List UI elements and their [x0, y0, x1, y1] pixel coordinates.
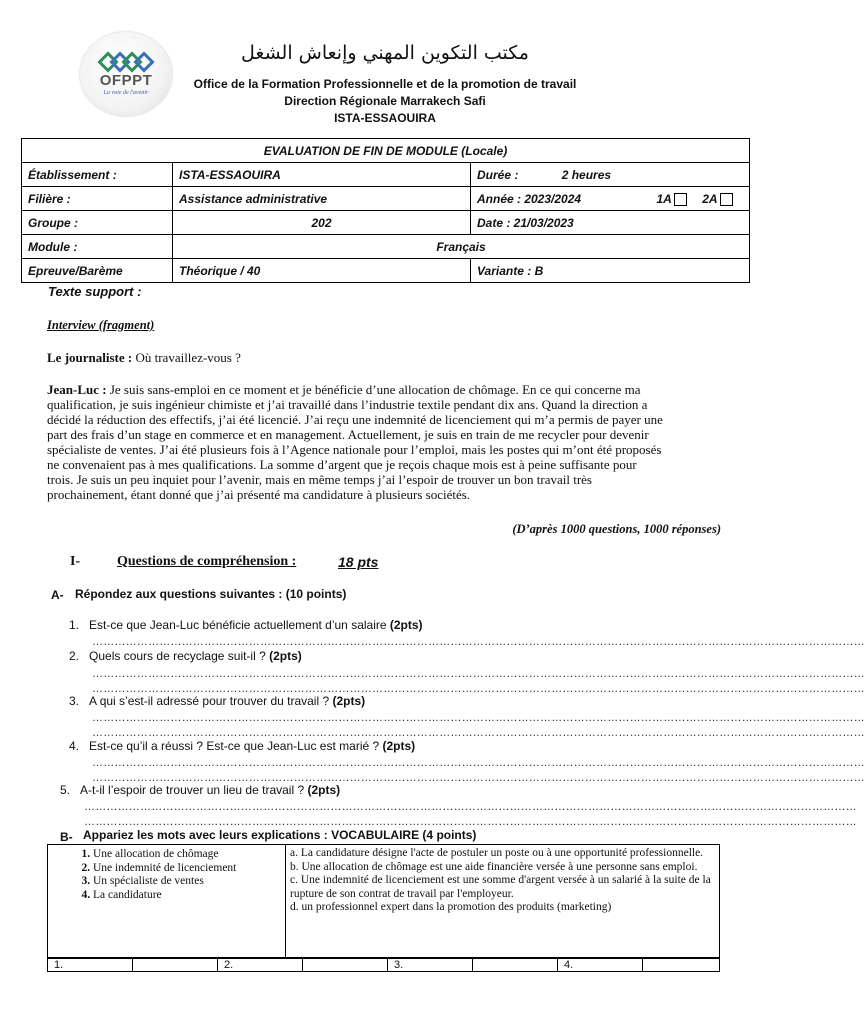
logo-text: OFPPT — [99, 72, 153, 89]
part-a-letter: A- — [51, 588, 64, 602]
vocab-definition: b. Une allocation de chômage est une aide financière versée à une personne sans emploi. — [290, 860, 698, 873]
option-2a-checkbox[interactable] — [720, 193, 733, 206]
vocab-terms-cell — [48, 845, 286, 958]
question-text: A qui s’est-il adressé pour trouver du travail ? — [89, 694, 333, 708]
jeanluc-line: Je suis sans-emploi en ce moment et je bénéficie d’une allocation de chômage. En ce qui concerne ma — [109, 382, 641, 397]
section-number: I- — [70, 554, 81, 569]
jeanluc-line: part des frais d’un stage en commerce et en management. Actuellement, je suis en train de me recycler pour devenir — [47, 427, 649, 442]
option-1a-label: 1A — [656, 191, 672, 206]
logo-tagline: La voie de l'avenir — [103, 90, 149, 96]
question-number: 3. — [69, 694, 80, 708]
question-points: (2pts) — [307, 783, 341, 797]
module-label: Module : — [22, 235, 173, 259]
jeanluc-line: ne convenaient pas à mes qualifications. La somme d’argent que je reçois chaque mois est à peine suffisante pour — [47, 457, 637, 472]
question-points: (2pts) — [269, 649, 302, 663]
question-text: Est-ce qu’il a réussi ? Est-ce que Jean-Luc est marié ? — [89, 739, 383, 753]
part-a-title: Répondez aux questions suivantes : (10 points) — [75, 587, 347, 601]
part-b-title: Appariez les mots avec leurs explications : VOCABULAIRE (4 points) — [83, 828, 477, 842]
vocab-term-list — [49, 848, 284, 902]
section-points: 18 pts — [338, 554, 379, 570]
answer-line[interactable]: ……………………………………………………………………………………………………………………………………………………………………………………… — [92, 727, 865, 739]
answer-cell[interactable] — [643, 959, 720, 972]
vocab-definition: d. un professionnel expert dans la promotion des produits (marketing) — [290, 901, 612, 913]
question-text: Est-ce que Jean-Luc bénéficie actuellement d’un salaire — [89, 618, 390, 632]
vocab-definition: a. La candidature désigne l'acte de postuler un poste ou à une opportunité professionnelle. — [290, 847, 704, 859]
question-points: (2pts) — [332, 694, 366, 708]
arabic-title: مكتب التكوين المهني وإنعاش الشغل — [241, 42, 529, 64]
epreuve-label: Epreuve/Barème — [22, 259, 173, 283]
annee-cell — [471, 187, 750, 211]
vocabulary-table — [47, 844, 720, 958]
answer-line[interactable]: ……………………………………………………………………………………………………………………………………………………………………………………… — [92, 636, 865, 648]
answer-line[interactable]: ……………………………………………………………………………………………………………………………………………………………………………………… — [92, 772, 865, 784]
vocab-term: 2. Une indemnité de licenciement — [93, 862, 284, 876]
exam-info-table — [21, 138, 750, 283]
vocab-definition: c. Une indemnité de licenciement est une somme d'argent versée à un salarié à la suite de la rupture de son contrat de travail par l'employeur. — [290, 874, 711, 900]
filiere-value: Assistance administrative — [173, 187, 471, 211]
jeanluc-label: Jean-Luc : — [47, 382, 107, 397]
journaliste-question: Où travaillez-vous ? — [135, 350, 241, 365]
vocab-definitions-cell — [286, 845, 720, 958]
duree-label: Durée : — [477, 167, 519, 182]
exam-title: EVALUATION DE FIN DE MODULE (Locale) — [22, 139, 750, 163]
matching-answer-table — [47, 958, 720, 972]
answer-line[interactable]: ……………………………………………………………………………………………………………………………………………………………………………………… — [92, 712, 865, 724]
vocab-term: 4. La candidature — [93, 889, 284, 903]
module-value: Français — [173, 235, 750, 259]
journaliste-label: Le journaliste : — [47, 350, 133, 365]
vocab-term: 1. Une allocation de chômage — [93, 848, 284, 862]
answer-cell[interactable] — [133, 959, 218, 972]
logo-rings-icon — [100, 50, 152, 72]
header-line-3: ISTA-ESSAOUIRA — [334, 111, 436, 125]
question-number: 2. — [69, 649, 80, 663]
interview-title: Interview (fragment) — [47, 318, 155, 332]
answer-line[interactable]: ……………………………………………………………………………………………………………………………………………………………………………………… — [84, 816, 857, 828]
header-line-2: Direction Régionale Marrakech Safi — [284, 94, 486, 108]
option-1a-checkbox[interactable] — [674, 193, 687, 206]
epreuve-value: Théorique / 40 — [173, 259, 471, 283]
journaliste-line — [47, 350, 241, 365]
jeanluc-line: prochainement, étant donné que j’ai présenté ma candidature à plusieurs sociétés. — [47, 487, 471, 502]
header-line-1: Office de la Formation Professionnelle et de la promotion de travail — [193, 77, 577, 91]
question-number: 1. — [69, 618, 80, 632]
question-text: Quels cours de recyclage suit-il ? — [89, 649, 270, 663]
texte-support-heading: Texte support : — [48, 284, 142, 299]
question-5 — [60, 783, 340, 797]
answer-cell[interactable] — [303, 959, 388, 972]
vocab-term: 3. Un spécialiste de ventes — [93, 875, 284, 889]
jeanluc-line: décidé la réduction des effectifs, j’ai été licencié. J’ai reçu une indemnité de licenciement qui m’a permis de payer une — [47, 412, 663, 427]
part-b-letter: B- — [60, 830, 73, 844]
question-text: A-t-il l’espoir de trouver un lieu de travail ? — [80, 783, 308, 797]
date-value: Date : 21/03/2023 — [471, 211, 750, 235]
etablissement-label: Établissement : — [22, 163, 173, 187]
jeanluc-line: spécialiste de ventes. J’ai été plusieurs fois à l’Agence nationale pour l’emploi, mais les postes qui m’ont été proposés — [47, 442, 662, 457]
source-citation: (D’après 1000 questions, 1000 réponses) — [512, 522, 721, 536]
question-3 — [69, 694, 365, 708]
section-title: Questions de compréhension : — [117, 554, 297, 569]
etablissement-value: ISTA-ESSAOUIRA — [173, 163, 471, 187]
question-points: (2pts) — [382, 739, 416, 753]
answer-line[interactable]: ……………………………………………………………………………………………………………………………………………………………………………………… — [92, 757, 865, 769]
question-1 — [69, 618, 423, 632]
question-points: (2pts) — [389, 618, 423, 632]
jeanluc-paragraph — [47, 382, 737, 502]
annee-value: Année : 2023/2024 — [477, 191, 582, 206]
question-4 — [69, 739, 415, 753]
groupe-value: 202 — [173, 211, 471, 235]
question-2 — [69, 649, 302, 663]
answer-line[interactable]: ……………………………………………………………………………………………………………………………………………………………………………………… — [92, 683, 865, 695]
variante-value: Variante : B — [471, 259, 750, 283]
answer-line[interactable]: ……………………………………………………………………………………………………………………………………………………………………………………… — [92, 668, 865, 680]
groupe-label: Groupe : — [22, 211, 173, 235]
answer-label: 3. — [388, 959, 473, 972]
question-number: 4. — [69, 739, 80, 753]
filiere-label: Filière : — [22, 187, 173, 211]
option-2a-label: 2A — [702, 191, 718, 206]
answer-cell[interactable] — [473, 959, 558, 972]
answer-label: 4. — [558, 959, 643, 972]
answer-line[interactable]: ……………………………………………………………………………………………………………………………………………………………………………………… — [84, 801, 857, 813]
duree-value: 2 heures — [561, 167, 612, 182]
question-number: 5. — [60, 783, 71, 797]
jeanluc-line: qualification, je suis ingénieur chimiste et j’ai travaillé dans l’industrie textile pendant dix ans. Quand la direction a — [47, 397, 648, 412]
answer-label: 1. — [48, 959, 133, 972]
duree-cell — [471, 163, 750, 187]
answer-label: 2. — [218, 959, 303, 972]
jeanluc-line: trois. Je suis un peu inquiet pour l’avenir, mais en même temps j’ai l’espoir de trouver un bon travail très — [47, 472, 592, 487]
